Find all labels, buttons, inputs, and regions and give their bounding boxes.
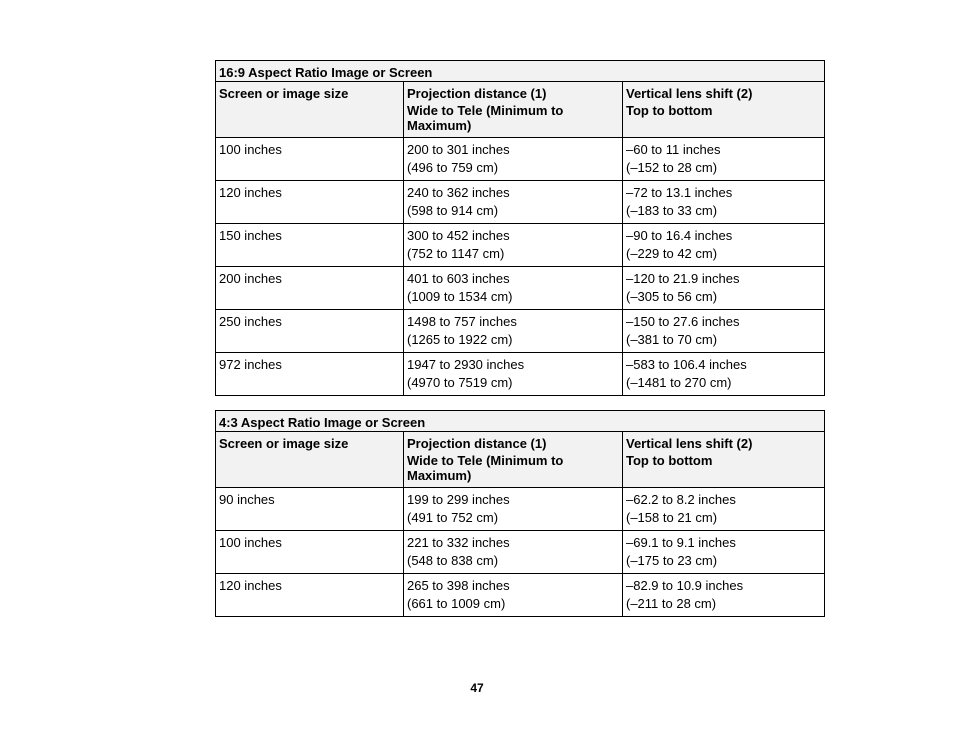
header-projection-range-label: Wide to Tele (Minimum to Maximum)	[407, 453, 564, 483]
header-screen-size	[216, 82, 404, 138]
table-title: 4:3 Aspect Ratio Image or Screen	[216, 411, 825, 432]
lens-shift-cm: (–229 to 42 cm)	[626, 246, 718, 261]
screen-size-cell	[216, 310, 404, 353]
lens-shift-cell	[623, 353, 825, 396]
table-header-row	[216, 82, 825, 138]
table-body	[216, 411, 825, 617]
header-lens-shift	[623, 432, 825, 488]
lens-shift-inches: –583 to 106.4 inches	[626, 357, 747, 372]
projection-distance-cell	[404, 488, 623, 531]
lens-shift-inches: –90 to 16.4 inches	[626, 228, 733, 243]
lens-shift-cm: (–183 to 33 cm)	[626, 203, 718, 218]
spacer	[219, 374, 400, 395]
lens-shift-cell	[623, 531, 825, 574]
projection-distance-inches: 401 to 603 inches	[407, 271, 510, 286]
aspect-16-9-table	[215, 60, 825, 396]
screen-size-value: 200 inches	[219, 271, 282, 286]
projection-distance-cm: (491 to 752 cm)	[407, 510, 499, 525]
projection-distance-cell	[404, 353, 623, 396]
screen-size-cell	[216, 224, 404, 267]
screen-size-cell	[216, 267, 404, 310]
table-row	[216, 353, 825, 396]
lens-shift-cell	[623, 488, 825, 531]
header-lens-shift-label: Vertical lens shift (2)	[626, 436, 753, 451]
header-projection-distance-label: Projection distance (1)	[407, 436, 547, 451]
table-title-row	[216, 411, 825, 432]
lens-shift-cm: (–381 to 70 cm)	[626, 332, 718, 347]
table-row	[216, 224, 825, 267]
lens-shift-cell	[623, 181, 825, 224]
projection-distance-cell	[404, 138, 623, 181]
screen-size-value: 120 inches	[219, 185, 282, 200]
projection-distance-cell	[404, 531, 623, 574]
projection-distance-inches: 240 to 362 inches	[407, 185, 510, 200]
header-lens-shift	[623, 82, 825, 138]
projection-distance-inches: 199 to 299 inches	[407, 492, 510, 507]
screen-size-cell	[216, 353, 404, 396]
lens-shift-inches: –82.9 to 10.9 inches	[626, 578, 744, 593]
header-screen-size	[216, 432, 404, 488]
lens-shift-cm: (–152 to 28 cm)	[626, 160, 718, 175]
table-row	[216, 310, 825, 353]
spacer	[219, 159, 400, 180]
projection-distance-cell	[404, 181, 623, 224]
lens-shift-cell	[623, 267, 825, 310]
spacer	[219, 202, 400, 223]
projection-distance-cell	[404, 574, 623, 617]
projection-distance-cm: (496 to 759 cm)	[407, 160, 499, 175]
lens-shift-cm: (–175 to 23 cm)	[626, 553, 718, 568]
projection-distance-cell	[404, 310, 623, 353]
table-row	[216, 488, 825, 531]
projection-distance-cell	[404, 267, 623, 310]
projection-distance-inches: 265 to 398 inches	[407, 578, 510, 593]
lens-shift-inches: –62.2 to 8.2 inches	[626, 492, 736, 507]
table-title-row	[216, 61, 825, 82]
lens-shift-inches: –150 to 27.6 inches	[626, 314, 740, 329]
screen-size-value: 100 inches	[219, 535, 282, 550]
lens-shift-cell	[623, 224, 825, 267]
screen-size-value: 90 inches	[219, 492, 275, 507]
spacer	[219, 509, 400, 530]
screen-size-cell	[216, 531, 404, 574]
screen-size-value: 250 inches	[219, 314, 282, 329]
spacer	[219, 331, 400, 352]
projection-distance-inches: 300 to 452 inches	[407, 228, 510, 243]
header-lens-shift-label: Vertical lens shift (2)	[626, 86, 753, 101]
projection-distance-inches: 1498 to 757 inches	[407, 314, 517, 329]
header-projection-distance	[404, 82, 623, 138]
page-number: 47	[470, 681, 484, 695]
table-header-row	[216, 432, 825, 488]
lens-shift-cm: (–1481 to 270 cm)	[626, 375, 732, 390]
table-row	[216, 574, 825, 617]
projection-distance-cm: (661 to 1009 cm)	[407, 596, 506, 611]
lens-shift-inches: –72 to 13.1 inches	[626, 185, 733, 200]
header-projection-distance	[404, 432, 623, 488]
screen-size-cell	[216, 488, 404, 531]
projection-distance-cell	[404, 224, 623, 267]
projection-distance-inches: 200 to 301 inches	[407, 142, 510, 157]
aspect-4-3-table	[215, 410, 825, 617]
projection-distance-cm: (4970 to 7519 cm)	[407, 375, 513, 390]
projection-distance-cm: (548 to 838 cm)	[407, 553, 499, 568]
spacer	[219, 595, 400, 616]
table-body	[216, 61, 825, 396]
screen-size-value: 120 inches	[219, 578, 282, 593]
spacer	[219, 245, 400, 266]
projection-distance-cm: (752 to 1147 cm)	[407, 246, 505, 261]
screen-size-value: 972 inches	[219, 357, 282, 372]
table-row	[216, 181, 825, 224]
lens-shift-inches: –120 to 21.9 inches	[626, 271, 740, 286]
projection-distance-cm: (1009 to 1534 cm)	[407, 289, 513, 304]
spacer	[219, 552, 400, 573]
projection-distance-inches: 1947 to 2930 inches	[407, 357, 525, 372]
header-lens-shift-direction-label: Top to bottom	[626, 453, 713, 468]
table-title: 16:9 Aspect Ratio Image or Screen	[216, 61, 825, 82]
header-lens-shift-direction-label: Top to bottom	[626, 103, 713, 118]
spacer	[219, 288, 400, 309]
table-row	[216, 531, 825, 574]
screen-size-cell	[216, 574, 404, 617]
screen-size-value: 150 inches	[219, 228, 282, 243]
lens-shift-cell	[623, 574, 825, 617]
table-row	[216, 138, 825, 181]
screen-size-cell	[216, 138, 404, 181]
lens-shift-cm: (–211 to 28 cm)	[626, 596, 717, 611]
projection-distance-cm: (598 to 914 cm)	[407, 203, 499, 218]
lens-shift-cm: (–305 to 56 cm)	[626, 289, 718, 304]
header-projection-distance-label: Projection distance (1)	[407, 86, 547, 101]
lens-shift-cell	[623, 138, 825, 181]
screen-size-value: 100 inches	[219, 142, 282, 157]
lens-shift-cell	[623, 310, 825, 353]
header-projection-range-label: Wide to Tele (Minimum to Maximum)	[407, 103, 564, 133]
lens-shift-inches: –60 to 11 inches	[626, 142, 721, 157]
header-screen-size-label: Screen or image size	[219, 436, 349, 451]
screen-size-cell	[216, 181, 404, 224]
lens-shift-inches: –69.1 to 9.1 inches	[626, 535, 736, 550]
projection-distance-inches: 221 to 332 inches	[407, 535, 510, 550]
projection-distance-cm: (1265 to 1922 cm)	[407, 332, 513, 347]
lens-shift-cm: (–158 to 21 cm)	[626, 510, 718, 525]
table-row	[216, 267, 825, 310]
header-screen-size-label: Screen or image size	[219, 86, 349, 101]
